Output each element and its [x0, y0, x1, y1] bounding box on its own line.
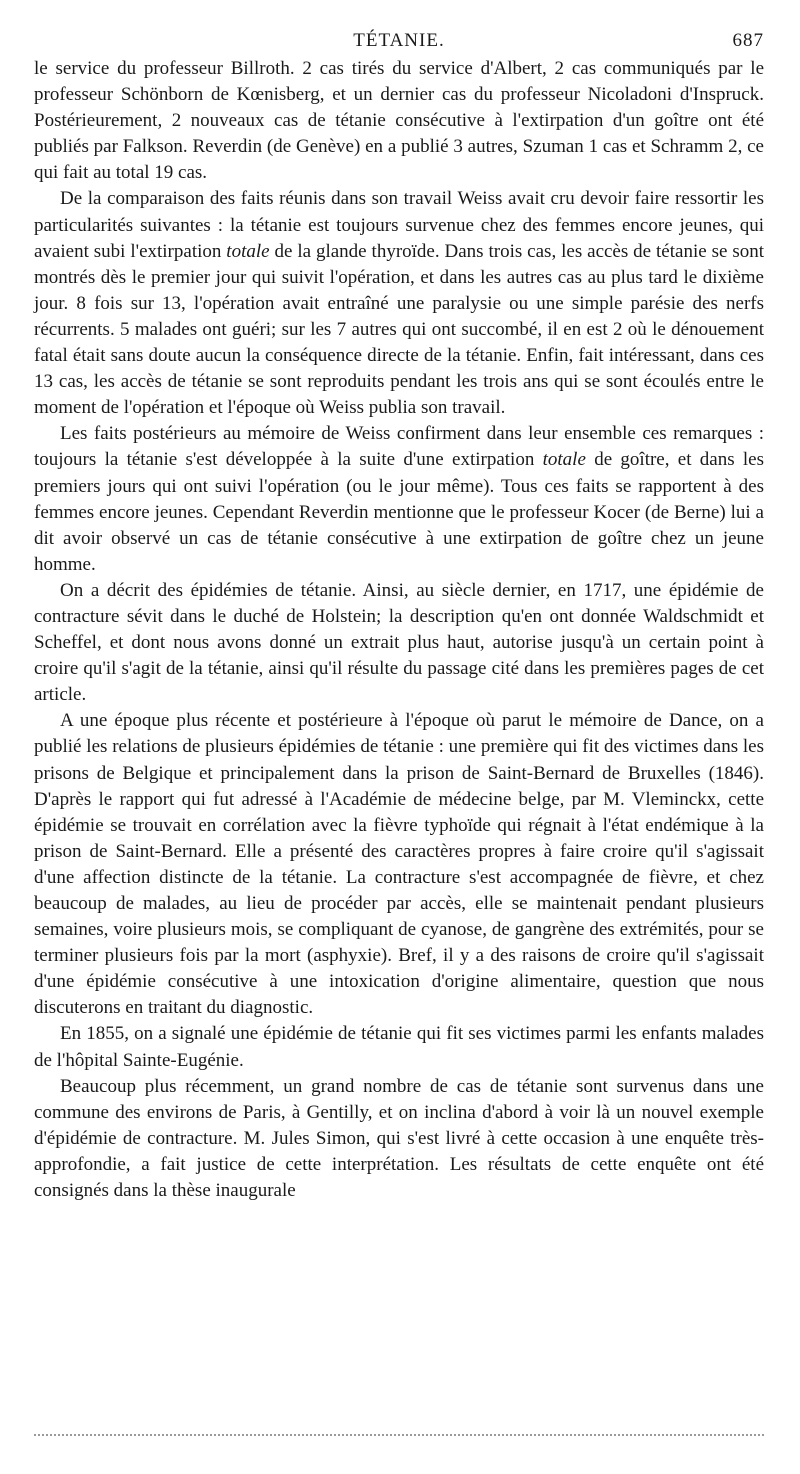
- text-run: de goître, et dans les premiers jours qui ont suivi l'opération (ou le jour même). Tous ces faits se rapportent à des femmes encore jeunes. Cependant Reverdin mentionne que le professeur Kocer (de Berne) lui a dit avoir observé un cas de tétanie consécutive à une extirpation de goître chez un jeune homme.: [34, 449, 764, 575]
- text-run: de la glande thyroïde. Dans trois cas, les accès de tétanie se sont montrés dès le premier jour qui suivit l'opération, et dans les autres cas au plus tard le dixième jour. 8 fois sur 13, l'opération avait entraîné une paralysie ou une simple parésie des nerfs récurrents. 5 malades ont guéri; sur les 7 autres qui ont succombé, il en est 2 où le dénouement fatal était sans doute aucun la conséquence directe de la tétanie. Enfin, fait intéressant, dans ces 13 cas, les accès de tétanie se sont reproduits pendant les trois ans qui se sont écoulés entre le moment de l'opération et l'époque où Weiss publia son travail.: [34, 240, 764, 419]
- body-paragraph: [34, 421, 764, 578]
- body-paragraph: [34, 578, 764, 708]
- body-paragraph: [34, 186, 764, 421]
- text-run: De la comparaison des faits réunis dans son travail Weiss avait cru devoir faire ressortir les particularités suivantes : la tétanie est toujours survenue chez des femmes encore jeunes, qui avaient subi l'extirpation: [34, 188, 764, 262]
- page-number: 687: [732, 30, 764, 51]
- text-run: On a décrit des épidémies de tétanie. Ainsi, au siècle dernier, en 1717, une épidémie de contracture sévit dans le duché de Holstein; la description qu'en ont donnée Waldschmidt et Scheffel, et dont nous avons donné un extrait plus haut, autorise jusqu'à un certain point à croire qu'il s'agit de la tétanie, ainsi qu'il résulte du passage cité dans les premières pages de cet article.: [34, 579, 764, 706]
- text-run: Beaucoup plus récemment, un grand nombre de cas de tétanie sont survenus dans une commune des environs de Paris, à Gentilly, et on inclina d'abord à voir là un nouvel exemple d'épidémie de contracture. M. Jules Simon, qui s'est livré à cette occasion à une enquête très-approfondie, a fait justice de cette interprétation. Les résultats de cette enquête ont été consignés dans la thèse inaugurale: [34, 1075, 764, 1202]
- body-paragraph: [34, 56, 764, 186]
- text-run: Les faits postérieurs au mémoire de Weiss confirment dans leur ensemble ces remarques : toujours la tétanie s'est développée à la suite d'une extirpation: [34, 423, 764, 471]
- bottom-rule: [34, 1434, 764, 1436]
- text-run: A une époque plus récente et postérieure à l'époque où parut le mémoire de Dance, on a publié les relations de plusieurs épidémies de tétanie : une première qui fit des victimes dans les prisons de Belgique et principalement dans la prison de Saint-Bernard de Bruxelles (1846). D'après le rapport qui fut adressé à l'Académie de médecine belge, par M. Vleminckx, cette épidémie se trouvait en corrélation avec la fièvre typhoïde qui régnait à l'état endémique à la prison de Saint-Bernard. Elle a présenté des caractères propres à faire croire qu'il s'agissait d'une affection distincte de la tétanie. La contracture s'est accompagnée de fièvre, et chez beaucoup de malades, au lieu de procéder par accès, elle se maintenait pendant plusieurs semaines, voire plusieurs mois, se compliquant de cyanose, de gangrène des extrémités, pour se terminer plusieurs fois par la mort (asphyxie). Bref, il y a des raisons de croire qu'il s'agissait d'une épidémie consécutive à une intoxication d'origine alimentaire, question que nous discuterons en traitant du diagnostic.: [34, 710, 764, 1019]
- running-title: TÉTANIE.: [353, 30, 445, 51]
- italic-emphasis: totale: [226, 240, 270, 262]
- text-run: le service du professeur Billroth. 2 cas tirés du service d'Albert, 2 cas communiqués par le professeur Schönborn de Kœnisberg, et un dernier cas du professeur Nicoladoni d'Inspruck. Postérieurement, 2 nouveaux cas de tétanie consécutive à l'extirpation d'un goître ont été publiés par Falkson. Reverdin (de Genève) en a publié 3 autres, Szuman 1 cas et Schramm 2, ce qui fait au total 19 cas.: [34, 58, 764, 184]
- body-paragraph: [34, 708, 764, 1021]
- book-page: [34, 30, 764, 1204]
- body-paragraph: [34, 1021, 764, 1073]
- italic-emphasis: totale: [542, 449, 586, 471]
- body-text: [34, 56, 764, 1204]
- text-run: En 1855, on a signalé une épidémie de tétanie qui fit ses victimes parmi les enfants malades de l'hôpital Sainte-Eugénie.: [34, 1023, 764, 1071]
- body-paragraph: [34, 1074, 764, 1204]
- running-head: [34, 30, 764, 56]
